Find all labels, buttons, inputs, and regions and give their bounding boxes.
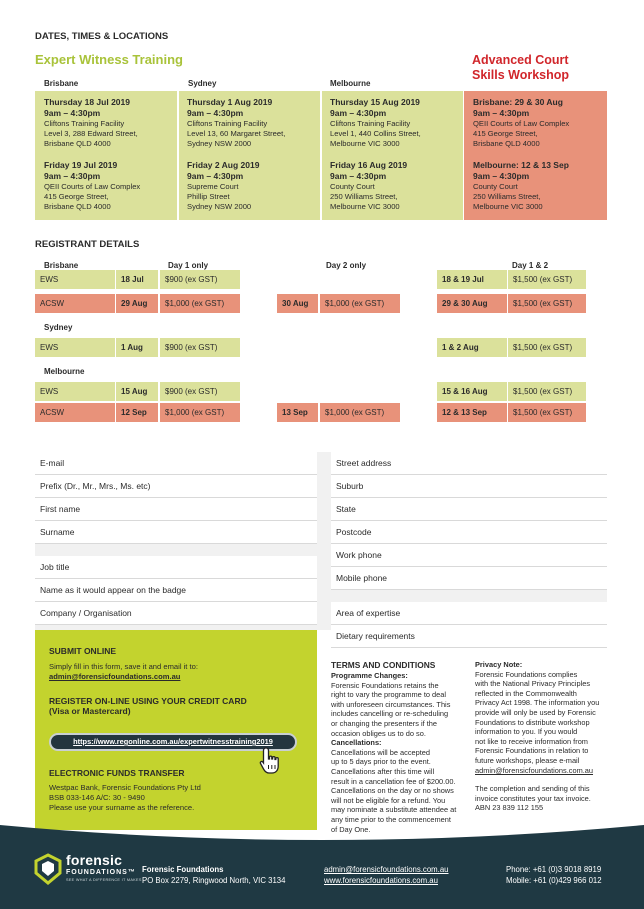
form-field-left2-0[interactable]: Job title [35, 556, 317, 579]
form-field-right-4[interactable]: Work phone [331, 544, 607, 567]
reg-day1-price: $1,000 (ex GST) [160, 294, 240, 313]
privacy-line: not like to receive information from [475, 736, 588, 746]
reg-day12-date: 18 & 19 Jul [437, 270, 507, 289]
changes-title: Programme Changes: [331, 671, 408, 680]
reg-day12-checkbox[interactable] [587, 294, 607, 313]
submit-email-link[interactable]: admin@forensicfoundations.com.au [49, 672, 181, 681]
city-melbourne: Melbourne [330, 79, 371, 88]
session-acsw-brisbane: Brisbane: 29 & 30 Aug 9am – 4:30pm QEII Courts of Law Complex 415 George Street, Brisbane QLD 4000 [473, 97, 570, 148]
privacy-line: information to you. If you would [475, 727, 578, 737]
reg-day2-checkbox[interactable] [402, 403, 422, 422]
city-brisbane: Brisbane [44, 79, 79, 88]
cancellations-line: result in a cancellation fee of $200.00. [331, 776, 456, 786]
session-sydney-2: Friday 2 Aug 2019 9am – 4:30pm Supreme Court Phillip Street Sydney NSW 2000 [187, 160, 260, 211]
register-card-heading: REGISTER ON-LINE USING YOUR CREDIT CARD [49, 696, 247, 706]
changes-line: Forensic Foundations retains the [331, 680, 439, 690]
privacy-line: Forensic Foundations in relation to [475, 746, 589, 756]
session-acsw-melbourne: Melbourne: 12 & 13 Sep 9am – 4:30pm County Court 250 Williams Street, Melbourne VIC 3000 [473, 160, 569, 211]
changes-line: or changing the presenters if the [331, 718, 437, 728]
form-field-right2-0[interactable]: Area of expertise [331, 602, 607, 625]
reg-course: ACSW [35, 403, 115, 422]
terms-title: TERMS AND CONDITIONS [331, 660, 436, 670]
reg-day2-checkbox[interactable] [402, 294, 422, 313]
changes-line: occasion obliges us to do so. [331, 728, 426, 738]
reg-day12-date: 29 & 30 Aug [437, 294, 507, 313]
reg-city-sydney: Sydney [44, 323, 73, 332]
reg-day12-date: 1 & 2 Aug [437, 338, 507, 357]
invoice-line: The completion and sending of this [475, 784, 590, 794]
footer-email-link[interactable]: admin@forensicfoundations.com.au [324, 865, 449, 874]
reg-day1-checkbox[interactable] [242, 270, 262, 289]
cancellations-line: may nominate a substitute attendee at [331, 805, 457, 815]
reg-day1-date: 12 Sep [116, 403, 158, 422]
eft-reference: Please use your surname as the reference. [49, 803, 195, 812]
privacy-line: Forensic Foundations complies [475, 669, 578, 679]
reg-day12-checkbox[interactable] [587, 270, 607, 289]
footer-phone: Phone: +61 (0)3 9018 8919 [506, 865, 602, 874]
privacy-title: Privacy Note: [475, 660, 523, 669]
privacy-email-link[interactable]: admin@forensicfoundations.com.au [475, 765, 594, 775]
session-brisbane-2: Friday 19 Jul 2019 9am – 4:30pm QEII Courts of Law Complex 415 George Street, Brisbane QLD 4000 [44, 160, 141, 211]
cancellations-line: Cancellations on the day or no shows [331, 786, 454, 796]
reg-city-melbourne: Melbourne [44, 367, 85, 376]
reg-day12-date: 12 & 13 Sep [437, 403, 507, 422]
acsw-title: Advanced Court Skills Workshop [472, 53, 570, 82]
reg-day1-checkbox[interactable] [242, 294, 262, 313]
ews-title: Expert Witness Training [35, 52, 183, 67]
reg-day1-date: 15 Aug [116, 382, 158, 401]
form-field-right-1[interactable]: Suburb [331, 475, 607, 498]
footer-address: PO Box 2279, Ringwood North, VIC 3134 [142, 876, 286, 885]
session-brisbane-1: Thursday 18 Jul 2019 9am – 4:30pm Cliftons Training Facility Level 3, 288 Edward Street, Brisbane QLD 4000 [44, 97, 138, 148]
reg-day1-checkbox[interactable] [242, 338, 262, 357]
reg-day12-price: $1,500 (ex GST) [508, 403, 586, 422]
cancellations-line: up to 5 days prior to the event. [331, 757, 431, 767]
reg-day12-price: $1,500 (ex GST) [508, 294, 586, 313]
changes-line: with unforeseen circumstances. This [331, 699, 451, 709]
reg-day12-checkbox[interactable] [587, 338, 607, 357]
reg-day12-checkbox[interactable] [587, 382, 607, 401]
cancellations-line: will not be eligible for a refund. You [331, 795, 446, 805]
footer-company: Forensic Foundations [142, 865, 224, 874]
session-melbourne-2: Friday 16 Aug 2019 9am – 4:30pm County Court 250 Williams Street, Melbourne VIC 3000 [330, 160, 408, 211]
reg-course: ACSW [35, 294, 115, 313]
reg-day1-price: $1,000 (ex GST) [160, 403, 240, 422]
changes-line: right to vary the programme to deal [331, 690, 447, 700]
form-field-right-2[interactable]: State [331, 498, 607, 521]
col-day12: Day 1 & 2 [512, 261, 549, 270]
forensic-logo-icon [33, 853, 63, 885]
reg-day1-checkbox[interactable] [242, 403, 262, 422]
reg-course: EWS [35, 270, 115, 289]
reg-day2-price: $1,000 (ex GST) [320, 294, 400, 313]
reg-day12-date: 15 & 16 Aug [437, 382, 507, 401]
form-field-left-1[interactable]: Prefix (Dr., Mr., Mrs., Ms. etc) [35, 475, 317, 498]
reg-day1-date: 1 Aug [116, 338, 158, 357]
form-field-left2-1[interactable]: Name as it would appear on the badge [35, 579, 317, 602]
forensic-logo: forensic FOUNDATIONS™ SEE WHAT A DIFFERENCE IT MAKES [66, 852, 142, 882]
footer-mobile: Mobile: +61 (0)429 966 012 [506, 876, 602, 885]
reg-day2-price: $1,000 (ex GST) [320, 403, 400, 422]
submit-online-heading: SUBMIT ONLINE [49, 646, 117, 656]
reg-day2-date: 30 Aug [277, 294, 318, 313]
reg-day2-date: 13 Sep [277, 403, 318, 422]
form-field-left2-2[interactable]: Company / Organisation [35, 602, 317, 625]
cancellations-line: any time prior to the commencement [331, 814, 451, 824]
reg-course: EWS [35, 382, 115, 401]
privacy-line: future workshops, please e-mail [475, 755, 580, 765]
reg-day1-price: $900 (ex GST) [160, 270, 240, 289]
cancellations-line: of Day One. [331, 824, 371, 834]
eft-heading: ELECTRONIC FUNDS TRANSFER [49, 768, 185, 778]
reg-day1-date: 29 Aug [116, 294, 158, 313]
submit-online-text: Simply fill in this form, save it and email it to: [49, 662, 198, 671]
changes-line: includes cancelling or re-scheduling [331, 709, 449, 719]
form-field-right-3[interactable]: Postcode [331, 521, 607, 544]
cancellations-title: Cancellations: [331, 738, 382, 748]
privacy-line: reflected in the Commonwealth [475, 688, 577, 698]
form-field-left-2[interactable]: First name [35, 498, 317, 521]
form-field-left-0[interactable]: E-mail [35, 452, 317, 475]
privacy-line: Foundations to distribute workshop [475, 717, 590, 727]
reg-city-brisbane: Brisbane [44, 261, 79, 270]
privacy-line: provide will only be used by Forensic [475, 707, 596, 717]
reg-day1-price: $900 (ex GST) [160, 382, 240, 401]
session-melbourne-1: Thursday 15 Aug 2019 9am – 4:30pm Cliftons Training Facility Level 1, 440 Collins Street, Melbourne VIC 3000 [330, 97, 421, 148]
privacy-block [475, 660, 615, 813]
cancellations-line: Cancellations after this time will [331, 766, 435, 776]
cancellations-line: Cancellations will be accepted [331, 747, 431, 757]
col-day2: Day 2 only [326, 261, 367, 270]
reg-day12-checkbox[interactable] [587, 403, 607, 422]
registrant-title: REGISTRANT DETAILS [35, 239, 140, 250]
col-day1: Day 1 only [168, 261, 209, 270]
city-sydney: Sydney [188, 79, 217, 88]
reg-day12-price: $1,500 (ex GST) [508, 382, 586, 401]
reg-day1-checkbox[interactable] [242, 382, 262, 401]
eft-bsb: BSB 033-146 A/C: 30 - 9490 [49, 793, 145, 802]
reg-day1-date: 18 Jul [116, 270, 158, 289]
reg-day1-price: $900 (ex GST) [160, 338, 240, 357]
invoice-line: invoice constitutes your tax invoice. [475, 793, 591, 803]
reg-course: EWS [35, 338, 115, 357]
form-field-right2-1[interactable]: Dietary requirements [331, 625, 607, 648]
reg-day12-price: $1,500 (ex GST) [508, 270, 586, 289]
section-title: DATES, TIMES & LOCATIONS [35, 31, 169, 42]
privacy-line: with the National Privacy Principles [475, 679, 591, 689]
form-field-right-5[interactable]: Mobile phone [331, 567, 607, 590]
register-url-link[interactable]: https://www.regonline.com.au/expertwitnesstraining2019 [73, 737, 273, 746]
reg-day12-price: $1,500 (ex GST) [508, 338, 586, 357]
form-field-left-3[interactable]: Surname [35, 521, 317, 544]
register-card-sub: (Visa or Mastercard) [49, 706, 131, 716]
session-sydney-1: Thursday 1 Aug 2019 9am – 4:30pm Cliftons Training Facility Level 13, 60 Margaret Street, Sydney NSW 2000 [187, 97, 286, 148]
form-field-right-0[interactable]: Street address [331, 452, 607, 475]
footer-web-link[interactable]: www.forensicfoundations.com.au [324, 876, 438, 885]
invoice-line: ABN 23 839 112 155 [475, 803, 544, 813]
privacy-line: Privacy Act 1998. The information you [475, 698, 600, 708]
eft-bank: Westpac Bank, Forensic Foundations Pty Ltd [49, 783, 201, 792]
